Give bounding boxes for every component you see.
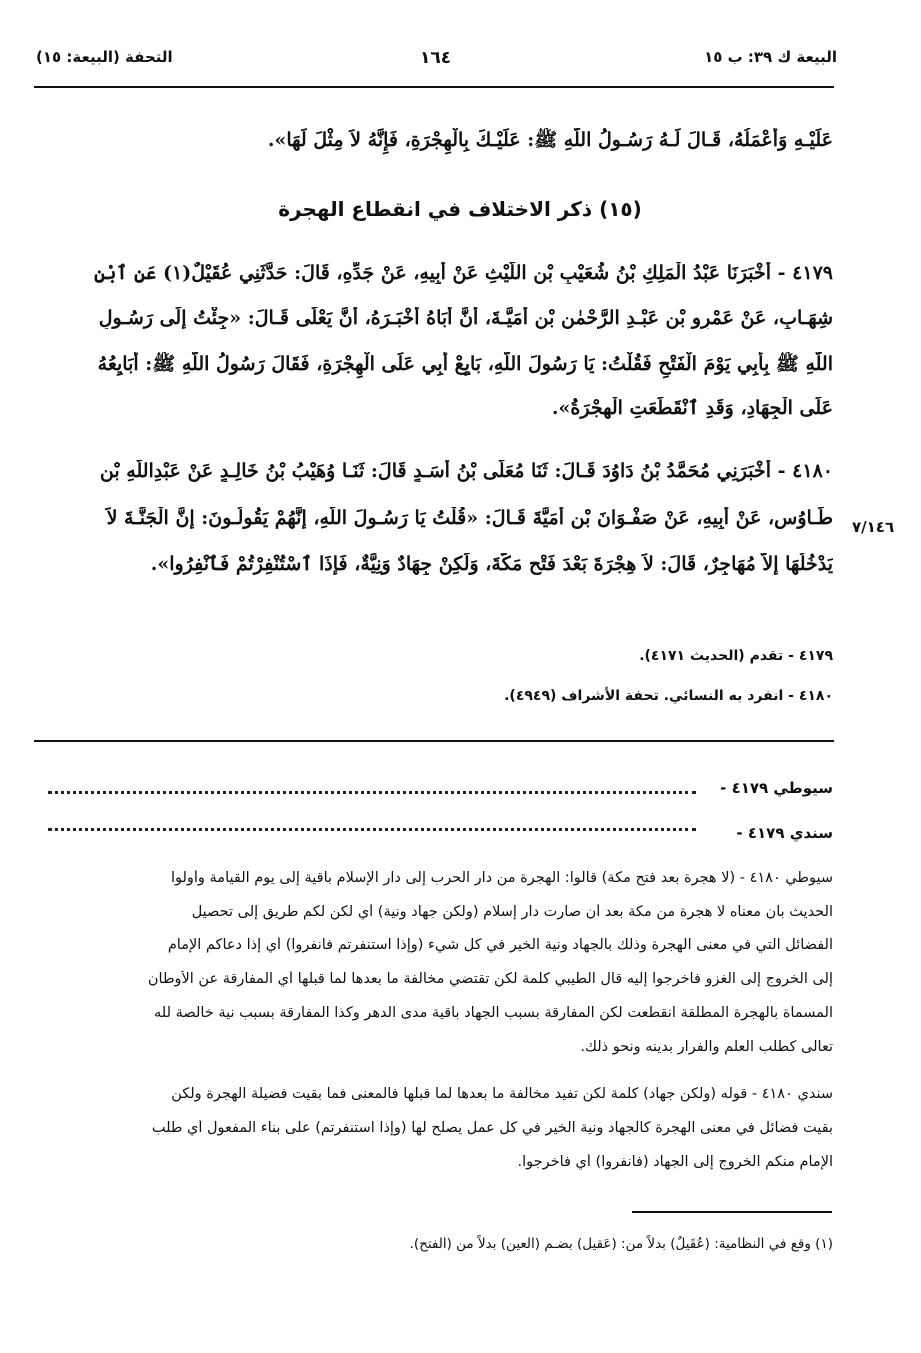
header-left: التحفة (البيعة: ١٥) xyxy=(36,48,173,66)
takhrij-4180: ٤١٨٠ - انفرد به النسائي. تحفة الأشراف (٤٩٤٩). xyxy=(504,688,833,704)
takhrij-4179: ٤١٧٩ - تقدم (الحديث ٤١٧١). xyxy=(639,648,833,664)
suyuti-4180-line: سيوطي ٤١٨٠ - (لا هجرة بعد فتح مكة) قالوا: الهجرة من دار الحرب إلى دار الإسلام باقية إلى يوم القيامة وأولوا xyxy=(170,870,833,886)
hadith-4179-line: ٤١٧٩ - أَخْبَرَنَا عَبْدُ الْمَلِكِ بْنُ شُعَيْبِ بْنِ اللَّيْثِ عَنْ أَبِيهِ، عَنْ جَدِّهِ، قَالَ: حَدَّثَنِي عُقَيْلٌ(١) عَنِ ٱبْنِ xyxy=(94,262,833,284)
suyuti-4179-label: سيوطي ٤١٧٩ - xyxy=(720,779,833,797)
hadith-4179-line: اللَّهِ ﷺ بِأَبِي يَوْمَ الْفَتْحِ فَقُلْتُ: يَا رَسُولَ اللَّهِ، بَايِعْ أَبِي عَلَى الْهِجْرَةِ، فَقَالَ رَسُولُ اللَّهِ ﷺ: أُبَايِعُهُ xyxy=(97,353,833,375)
suyuti-4180-line: المسماة بالهجرة المطلقة انقطعت لكن المفارقة بسبب الجهاد باقية مدى الدهر وكذا المفارقة بسبب نية خالصة لله xyxy=(154,1005,833,1021)
footnote-rule xyxy=(632,1211,832,1213)
section-heading: (١٥) ذكر الاختلاف في انقطاع الهجرة xyxy=(278,197,642,221)
hadith-4180-line: يَدْخُلُهَا إِلاَّ مُهَاجِرٌ، قَالَ: لاَ هِجْرَةَ بَعْدَ فَتْحِ مَكَّةَ، وَلَكِنْ جِهَادٌ وَنِيَّةٌ، فَإِذَا ٱسْتُنْفِرْتُمْ فَٱنْفِرُوا». xyxy=(150,553,833,575)
hadith-4179-line: شِهَـابٍ، عَنْ عَمْرِو بْنِ عَبْـدِ الرَّحْمٰنِ بْنِ أُمَيَّـةَ، أَنَّ أَبَاهُ أَخْبَـرَهُ، أَنَّ يَعْلَى قَـالَ: «جِئْتُ إِلَى رَسُـولِ xyxy=(98,307,833,329)
page-number: ١٦٤ xyxy=(420,48,452,68)
sindi-4180-line: الإمام منكم الخروج إلى الجهاد (فانفروا) أي فاخرجوا. xyxy=(517,1154,833,1170)
dotted-leader xyxy=(48,828,696,831)
sindi-4179-label: سندي ٤١٧٩ - xyxy=(736,824,833,842)
footnote: (١) وقع في النظامية: (عُقَيلٌ) بدلاً من: (عَقيل) بضـم (العين) بدلاً من (الفتح). xyxy=(409,1236,833,1252)
sindi-4180-line: بقيت فضائل في معنى الهجرة كالجهاد ونية الخير في كل عمل يصلح لها (وإذا استنفرتم) على بناء المفعول أي طلب xyxy=(151,1120,833,1136)
hadith-4180-line: ٤١٨٠ - أَخْبَرَنِي مُحَمَّدُ بْنُ دَاوُدَ قَـالَ: ثَنَا مُعَلَّى بْنُ أَسَـدٍ قَالَ: ثَنَـا وُهَيْبُ بْنُ خَالِـدٍ عَنْ عَبْدِاللَّهِ بْنِ xyxy=(99,460,833,482)
suyuti-4180-line: الحديث بأن معناه لا هجرة من مكة بعد أن صارت دار إسلام (ولكن جهاد ونية) أي لكن لكم طريق إلى تحصيل xyxy=(191,904,833,920)
hadith-4180-line: طَـاوُسٍ، عَنْ أَبِيهِ، عَنْ صَفْـوَانَ بْنِ أُمَيَّةَ قَـالَ: «قُلْتُ يَا رَسُـولَ اللَّهِ، إِنَّهُمْ يَقُولُـونَ: إِنَّ الْجَنَّـةَ لاَ xyxy=(106,507,833,529)
dotted-leader xyxy=(48,791,696,794)
suyuti-4180-line: تعالى كطلب العلم والفرار بدينه ونحو ذلك. xyxy=(580,1039,833,1055)
sharh-rule xyxy=(34,740,834,742)
margin-reference: ٧/١٤٦ xyxy=(852,518,895,536)
hadith-4179-line: عَلَى الْجِهَادِ، وَقَدِ ٱنْقَطَعَتِ الْهِجْرَةُ». xyxy=(551,397,833,419)
suyuti-4180-line: إلى الخروج إلى الغزو فاخرجوا إليه قال الطيبي كلمة لكن تقتضي مخالفة ما بعدها لما قبلها أي المفارقة عن الأوطان xyxy=(147,971,833,987)
header-right: البيعة ك ٣٩: ب ١٥ xyxy=(704,48,837,66)
intro-line: عَلَيْـهِ وَأَعْمَلُهُ، قَـالَ لَـهُ رَسُـولُ اللَّهِ ﷺ: عَلَيْـكَ بِالْهِجْرَةِ، فَإِنَّهُ لاَ مِثْلَ لَهَا». xyxy=(267,129,833,151)
suyuti-4180-line: الفضائل التي في معنى الهجرة وذلك بالجهاد ونية الخير في كل شيء (وإذا استنفرتم فانفروا) أي إذا دعاكم الإمام xyxy=(167,937,833,953)
sindi-4180-line: سندي ٤١٨٠ - قوله (ولكن جهاد) كلمة لكن تفيد مخالفة ما بعدها لما قبلها فالمعنى فما بقيت فضيلة الهجرة ولكن xyxy=(171,1086,833,1102)
header-rule xyxy=(34,86,834,88)
